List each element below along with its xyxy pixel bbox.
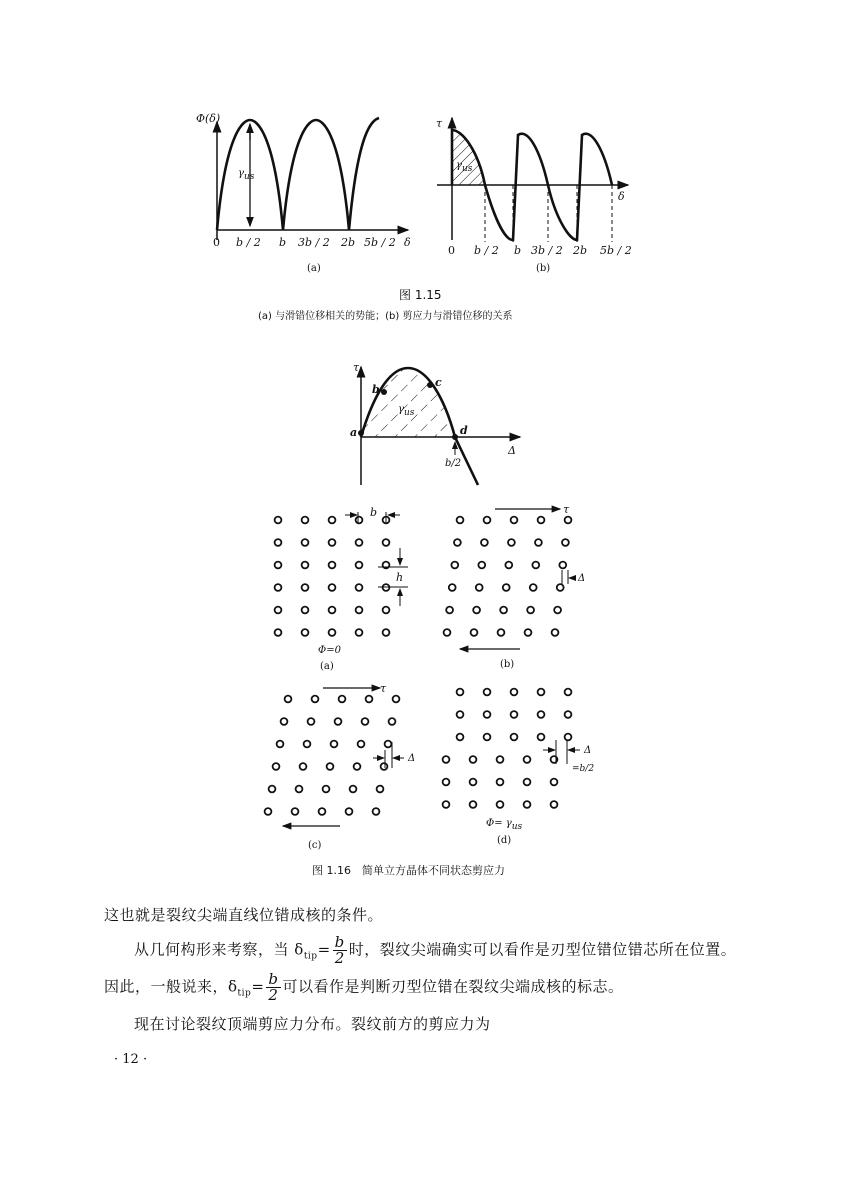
lattice-atom (481, 539, 488, 546)
lattice-atom (497, 756, 504, 763)
lattice-atom (350, 786, 357, 793)
lattice-atom (335, 718, 342, 725)
lattice-atom (524, 779, 531, 786)
fig116-tick-b2: b/2 (445, 458, 462, 469)
lattice-atom (443, 801, 450, 808)
lattice-atom (565, 517, 572, 524)
lattice-atom (308, 718, 315, 725)
lattice-atom (292, 808, 299, 815)
lattice-atom (265, 808, 272, 815)
lattice-atom (511, 689, 518, 696)
lattice-atom (302, 517, 309, 524)
lattice-atom (323, 786, 330, 793)
lattice-atom (329, 562, 336, 569)
lattice-atom (551, 779, 558, 786)
panel-b-delta: Δ (578, 573, 586, 584)
lattice-atom (302, 607, 309, 614)
delta-marks (373, 570, 580, 768)
fig115-caption: (a) 与滑错位移相关的势能；(b) 剪应力与滑错位移的关系 (258, 311, 513, 322)
lattice-atom (296, 786, 303, 793)
lattice-atom (383, 629, 390, 636)
page-number: · 12 · (114, 1052, 148, 1067)
lattice-atom (275, 629, 282, 636)
lattice-atom (277, 741, 284, 748)
lattice-atom (275, 584, 282, 591)
lattice-atom (329, 517, 336, 524)
lattice-atom (356, 562, 363, 569)
lattice-atom (565, 734, 572, 741)
lattice-atom (457, 517, 464, 524)
lattice-atom (381, 763, 388, 770)
tick: b / 2 (474, 244, 499, 257)
lattice-atom (471, 629, 478, 636)
point-d: d (460, 424, 468, 437)
lattice-atom (358, 741, 365, 748)
lattice-atom (538, 734, 545, 741)
lattice-atom (302, 629, 309, 636)
lattice-atom (319, 808, 326, 815)
lattice-atom (393, 696, 400, 703)
lattice-atom (356, 629, 363, 636)
panel-a-dimensions (345, 512, 408, 606)
lattice-atom (484, 711, 491, 718)
lattice-atom (302, 539, 309, 546)
panel-c-label: (c) (308, 840, 322, 851)
lattice-atom (554, 607, 561, 614)
lattice-atom (508, 539, 515, 546)
lattice-atom (302, 562, 309, 569)
lattice-atom (457, 711, 464, 718)
lattice-atom (275, 517, 282, 524)
fig116-caption: 图 1.16 简单立方晶体不同状态剪应力 (312, 864, 505, 877)
fig116-y-label: τ (353, 361, 360, 374)
panel-a-b-label: b (370, 506, 378, 519)
lattice-atom (565, 711, 572, 718)
lattice-atom (329, 607, 336, 614)
lattice-atom (457, 734, 464, 741)
lattice-atom (484, 734, 491, 741)
lattice-atom (354, 763, 361, 770)
lattice-atom (497, 801, 504, 808)
lattice-atom (327, 763, 334, 770)
lattice-atom (329, 584, 336, 591)
lattice-atom (449, 584, 456, 591)
point-b: b (372, 383, 380, 396)
panel-d-delta-eq: =b/2 (572, 764, 595, 774)
panel-a-label: (a) (320, 661, 334, 672)
lattice-atom (304, 741, 311, 748)
panel-c-delta: Δ (408, 753, 416, 764)
lattice-atom (470, 756, 477, 763)
fig115a-panel-label: (a) (307, 263, 321, 274)
tick: b (279, 236, 287, 249)
lattice-atom (269, 786, 276, 793)
lattice-atom (275, 607, 282, 614)
point-c: c (435, 376, 442, 389)
lattice-atom (362, 718, 369, 725)
panel-c-tau: τ (380, 682, 387, 695)
panel-a-h-label: h (396, 571, 404, 584)
tick: b / 2 (236, 236, 261, 249)
lattice-atom (527, 607, 534, 614)
tick: b (514, 244, 522, 257)
lattice-atom (383, 539, 390, 546)
lattice-atom (285, 696, 292, 703)
panel-d-phi: $\Phi= \gamma_{us}$ (486, 818, 523, 832)
lattice-atom (562, 539, 569, 546)
fraction-b-over-2: $\frac{b}{2}$ (268, 970, 279, 1004)
tick: 0 (213, 236, 220, 249)
lattice-atom (552, 629, 559, 636)
fig115a-y-label: Φ(δ) (196, 112, 221, 125)
lattice-atom (500, 607, 507, 614)
lattice-atom (557, 584, 564, 591)
body-line-2: 从几何构形来考察，当 $\delta_{tip}=$ $\frac{b}{2}$ 时，裂纹尖端确实可以看作是刃型位错位错芯所在位置。 (134, 933, 737, 967)
body-line-3: 因此，一般说来，$\delta_{tip}=$ $\frac{b}{2}$ 可以看作是判断刃型位错在裂纹尖端成核的标志。 (104, 970, 624, 1004)
lattice-atom (530, 584, 537, 591)
body-line-1: 这也就是裂纹尖端直线位错成核的条件。 (104, 906, 384, 924)
lattice-atom (356, 517, 363, 524)
panel-a-phi: Φ=0 (318, 645, 341, 656)
lattice-atom (484, 517, 491, 524)
tick: 2b (341, 236, 356, 249)
lattice-atom (373, 808, 380, 815)
lattice-atom (565, 689, 572, 696)
lattice-atom (511, 734, 518, 741)
fig115b-panel-label: (b) (536, 263, 551, 274)
lattice-atom (443, 779, 450, 786)
fig115-title: 图 1.15 (399, 288, 442, 302)
lattice-atom (451, 562, 458, 569)
fig116-gamma-label: $\gamma_{us}$ (398, 404, 415, 418)
lattice-atom (331, 741, 338, 748)
lattice-atom (511, 517, 518, 524)
lattice-atom (511, 711, 518, 718)
fig115b-plot (437, 118, 628, 242)
lattice-atom (532, 562, 539, 569)
lattice-atom (302, 584, 309, 591)
lattice-atom (356, 539, 363, 546)
lattice-atom (275, 562, 282, 569)
body-line-4: 现在讨论裂纹顶端剪应力分布。裂纹前方的剪应力为 (134, 1015, 491, 1033)
lattice-atom (329, 539, 336, 546)
tick: 2b (573, 244, 588, 257)
lattice-atom (476, 584, 483, 591)
lattice-atom (524, 801, 531, 808)
lattice-atom (484, 689, 491, 696)
lattice-atom (538, 689, 545, 696)
tick: 0 (448, 244, 455, 257)
panel-b-label: (b) (500, 659, 515, 670)
lattice-atom (551, 801, 558, 808)
lattice-atom (443, 756, 450, 763)
fig115b-hatched-area (452, 130, 485, 185)
lattice-atom (339, 696, 346, 703)
lattice-atom (478, 562, 485, 569)
tick: 5b / 2 (600, 244, 632, 257)
lattice-atom (346, 808, 353, 815)
lattice-atom (389, 718, 396, 725)
lattice-atom (377, 786, 384, 793)
lattice-atom (275, 539, 282, 546)
tick: 3b / 2 (531, 244, 563, 257)
lattice-atom (356, 584, 363, 591)
fig115b-x-label: δ (618, 190, 625, 203)
lattice-dots (265, 517, 572, 815)
panel-d-delta: Δ (584, 745, 592, 756)
lattice-atom (497, 779, 504, 786)
lattice-atom (538, 517, 545, 524)
tick: 3b / 2 (298, 236, 330, 249)
tick: δ (404, 236, 411, 249)
lattice-atom (281, 718, 288, 725)
lattice-atom (524, 756, 531, 763)
lattice-atom (444, 629, 451, 636)
lattice-atom (385, 741, 392, 748)
lattice-atom (356, 607, 363, 614)
lattice-atom (300, 763, 307, 770)
fig115b-gamma-label: $\gamma_{us}$ (456, 160, 473, 174)
lattice-atom (525, 629, 532, 636)
lattice-atom (383, 607, 390, 614)
lattice-atom (446, 607, 453, 614)
lattice-atom (366, 696, 373, 703)
fraction-b-over-2: $\frac{b}{2}$ (334, 933, 345, 967)
lattice-atom (538, 711, 545, 718)
lattice-atom (457, 689, 464, 696)
lattice-atom (470, 779, 477, 786)
fig116-x-label: Δ (508, 444, 516, 457)
panel-d-label: (d) (497, 835, 512, 846)
lattice-atom (505, 562, 512, 569)
lattice-atom (312, 696, 319, 703)
fig115b-y-label: τ (436, 117, 443, 130)
lattice-atom (503, 584, 510, 591)
lattice-atom (273, 763, 280, 770)
point-a: a (350, 426, 358, 439)
tick: 5b / 2 (364, 236, 396, 249)
panel-b-tau: τ (563, 503, 570, 516)
lattice-atom (454, 539, 461, 546)
lattice-atom (559, 562, 566, 569)
lattice-atom (329, 629, 336, 636)
lattice-atom (473, 607, 480, 614)
lattice-atom (535, 539, 542, 546)
lattice-atom (470, 801, 477, 808)
lattice-atom (498, 629, 505, 636)
fig115a-gamma-label: $\gamma_{us}$ (238, 168, 255, 182)
